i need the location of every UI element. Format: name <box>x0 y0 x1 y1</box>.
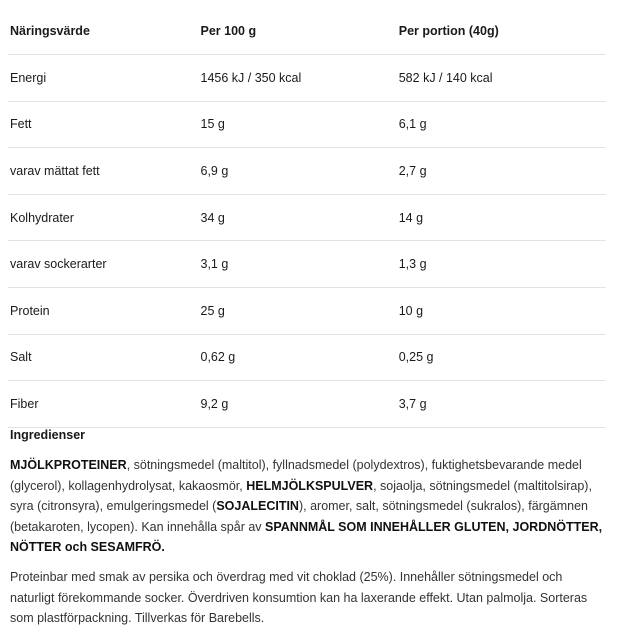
ingredient-text: ), aromer, salt, sötningsmedel (sukralos), färgämnen (betakaroten, lycopen). Kan innehålla spår av <box>10 499 588 534</box>
table-row <box>8 381 606 428</box>
allergen-text: SPANNMÅL SOM INNEHÅLLER GLUTEN, JORDNÖTTER, NÖTTER och SESAMFRÖ. <box>10 519 603 555</box>
value-per-100g: 9,2 g <box>201 381 399 428</box>
value-per-portion: 2,7 g <box>399 148 606 195</box>
allergen-text: HELMJÖLKSPULVER <box>246 478 374 493</box>
nutrient-name: Salt <box>8 334 201 381</box>
value-per-portion: 3,7 g <box>399 381 606 428</box>
value-per-100g: 1456 kJ / 350 kcal <box>201 55 399 102</box>
table-row <box>8 287 606 334</box>
nutrient-name: Kolhydrater <box>8 194 201 241</box>
allergen-text: SOJALECITIN <box>216 499 299 514</box>
nutrient-name: Protein <box>8 287 201 334</box>
table-row <box>8 334 606 381</box>
ingredient-text: , sötningsmedel (maltitol), fyllnadsmedel (polydextros), fuktighetsbevarande medel (glycerol), kollagenhydrolysat, kakaosmör, <box>10 458 582 493</box>
nutrient-name: varav sockerarter <box>8 241 201 288</box>
nutrient-name: Fiber <box>8 381 201 428</box>
value-per-100g: 15 g <box>201 101 399 148</box>
table-header-row <box>8 8 606 55</box>
value-per-100g: 6,9 g <box>201 148 399 195</box>
value-per-100g: 3,1 g <box>201 241 399 288</box>
ingredients-heading: Ingredienser <box>10 428 86 442</box>
value-per-100g: 34 g <box>201 194 399 241</box>
header-per-portion: Per portion (40g) <box>399 8 606 55</box>
table-row <box>8 194 606 241</box>
value-per-100g: 0,62 g <box>201 334 399 381</box>
value-per-portion: 10 g <box>399 287 606 334</box>
nutrient-name: Fett <box>8 101 201 148</box>
value-per-portion: 6,1 g <box>399 101 606 148</box>
value-per-portion: 582 kJ / 140 kcal <box>399 55 606 102</box>
ingredient-text: , sojaolja, sötningsmedel (maltitolsirap), syra (citronsyra), emulgeringsmedel ( <box>10 478 592 514</box>
table-row <box>8 241 606 288</box>
value-per-portion: 14 g <box>399 194 606 241</box>
nutrient-name: varav mättat fett <box>8 148 201 195</box>
product-description: Proteinbar med smak av persika och överdrag med vit choklad (25%). Innehåller sötningsmedel och naturligt förekommande socker. Överdriven konsumtion kan ha laxerande effekt. Utan palmolja. Sorteras som plastförpackning. Tillverkas för Barebells. <box>10 570 588 626</box>
value-per-portion: 0,25 g <box>399 334 606 381</box>
allergen-text: MJÖLKPROTEINER <box>10 458 127 472</box>
header-per-100g: Per 100 g <box>201 8 399 55</box>
header-nutrient: Näringsvärde <box>8 8 201 55</box>
ingredients-list <box>10 455 606 558</box>
table-row <box>8 101 606 148</box>
value-per-portion: 1,3 g <box>399 241 606 288</box>
table-row <box>8 148 606 195</box>
nutrition-table <box>8 8 606 428</box>
value-per-100g: 25 g <box>201 287 399 334</box>
nutrient-name: Energi <box>8 55 201 102</box>
table-row <box>8 55 606 102</box>
